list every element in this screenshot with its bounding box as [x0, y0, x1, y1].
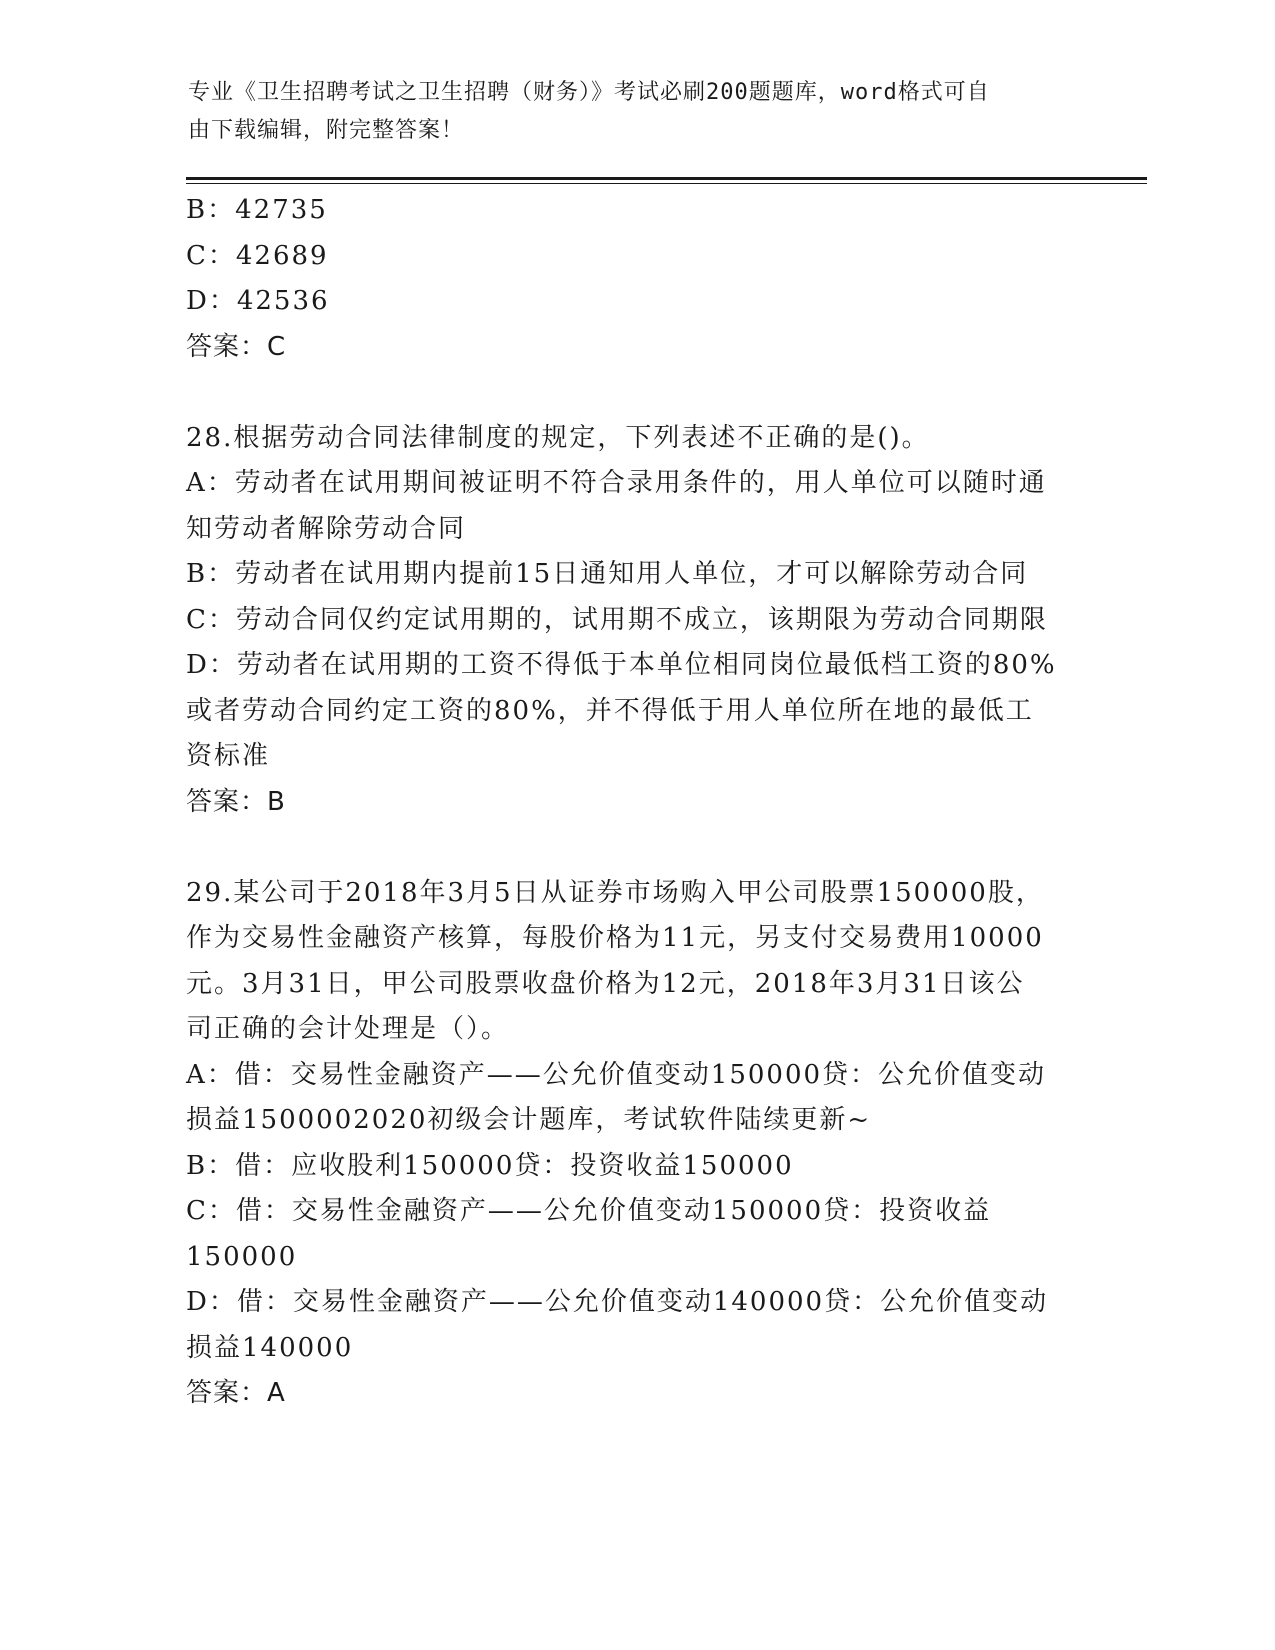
- option-b: B：借：应收股利150000贷：投资收益150000: [186, 1150, 794, 1181]
- header-line-2: 由下载编辑，附完整答案！: [188, 118, 465, 143]
- option-d-continued: 资标准: [186, 741, 271, 771]
- option-d-continued: 或者劳动合同约定工资的80%，并不得低于用人单位所在地的最低工: [186, 695, 1034, 726]
- spacer: [186, 370, 1086, 416]
- question-stem: 29.某公司于2018年3月5日从证券市场购入甲公司股票150000股，: [186, 877, 1044, 908]
- question-27: [186, 188, 1086, 370]
- option-a-continued: 损益1500002020初级会计题库，考试软件陆续更新~: [186, 1105, 872, 1135]
- option-b: B：42735: [186, 195, 328, 225]
- question-28: [186, 416, 1086, 826]
- spacer: [186, 825, 1086, 871]
- option-d: D：劳动者在试用期的工资不得低于本单位相同岗位最低档工资的80%: [186, 650, 1057, 680]
- answer-label: 答案：B: [186, 786, 286, 817]
- question-stem-continued: 作为交易性金融资产核算，每股价格为11元，另支付交易费用10000: [186, 923, 1044, 953]
- answer-label: 答案：A: [186, 1378, 286, 1408]
- question-list: [186, 188, 1086, 1417]
- option-a: A：借：交易性金融资产——公允价值变动150000贷：公允价值变动: [186, 1059, 1047, 1090]
- option-c-continued: 150000: [186, 1241, 298, 1272]
- option-c: C：42689: [186, 240, 329, 271]
- option-c: C：借：交易性金融资产——公允价值变动150000贷：投资收益: [186, 1196, 992, 1226]
- header-divider-thick: [186, 177, 1147, 180]
- question-stem: 28.根据劳动合同法律制度的规定，下列表述不正确的是()。: [186, 422, 930, 453]
- document-header: [188, 74, 1068, 150]
- option-a-continued: 知劳动者解除劳动合同: [186, 513, 467, 544]
- answer-label: 答案：C: [186, 331, 287, 362]
- option-a: A：劳动者在试用期间被证明不符合录用条件的，用人单位可以随时通: [186, 468, 1047, 498]
- header-divider-thin: [186, 183, 1147, 184]
- header-line-1: 专业《卫生招聘考试之卫生招聘（财务）》考试必刷200题题库，word格式可自: [188, 80, 990, 105]
- option-d-continued: 损益140000: [186, 1332, 354, 1363]
- option-b: B：劳动者在试用期内提前15日通知用人单位，才可以解除劳动合同: [186, 559, 1029, 589]
- option-d: D：借：交易性金融资产——公允价值变动140000贷：公允价值变动: [186, 1287, 1049, 1317]
- option-d: D：42536: [186, 286, 330, 316]
- option-c: C：劳动合同仅约定试用期的，试用期不成立，该期限为劳动合同期限: [186, 604, 1048, 635]
- question-29: [186, 871, 1086, 1417]
- question-stem-continued: 司正确的会计处理是（）。: [186, 1014, 510, 1044]
- question-stem-continued: 元。3月31日，甲公司股票收盘价格为12元，2018年3月31日该公: [186, 968, 1025, 999]
